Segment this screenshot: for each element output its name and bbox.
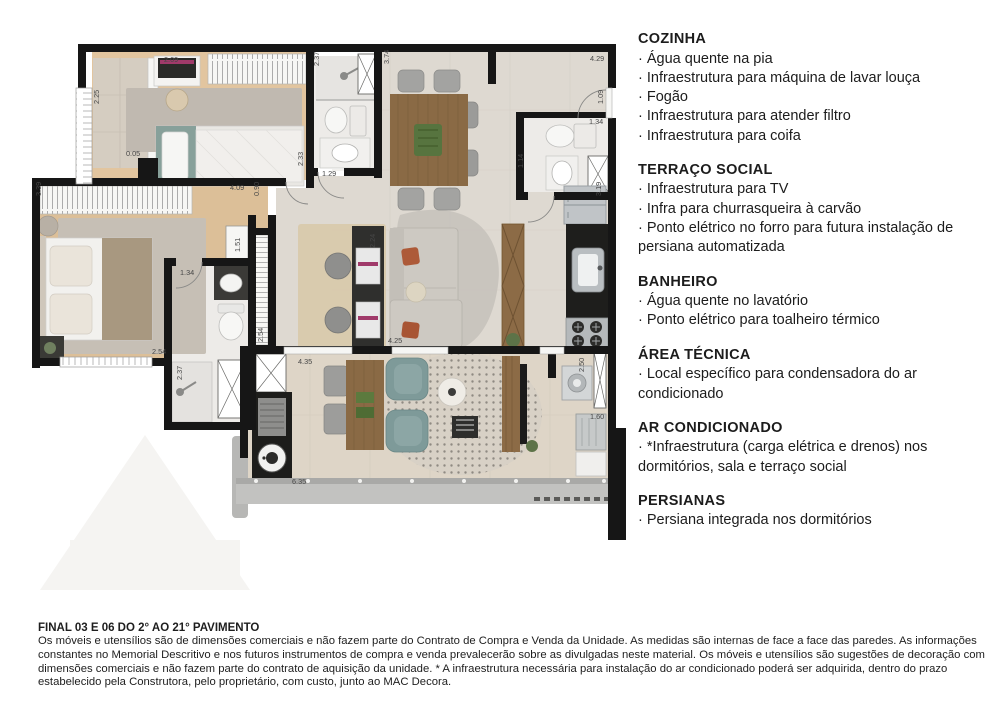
measurement-label: 3.74 [382, 49, 391, 64]
entry-door-leaf [606, 88, 612, 118]
feature-item: · Infraestrutura para TV [638, 181, 789, 198]
features-panel [638, 30, 994, 546]
centerpiece-plant [414, 124, 442, 156]
section-title: COZINHA [638, 31, 707, 47]
measurement-label: 2.33 [296, 151, 305, 166]
measurement-label: 4.25 [388, 336, 403, 345]
feature-section-ar-condicionado [638, 419, 994, 477]
disclaimer-text: Os móveis e utensílios são de dimensões comerciais e não fazem parte do Contrato de Compra e Venda da Unidade. As medidas são internas de face a face das paredes. As informações constantes no Memorial Descritivo e nos futuros instrumentos de compra e venda prevalecerão sobre as divulgadas neste material. Os móveis e utensílios são sugestões de decoração com dimensões comerciais e não fazem parte do contrato de aquisição da unidade. * A infraestrutura necessária para instalação do ar condicionado poderá ser adquirida, dentro do prazo estabelecido pela Construtora, pelo proprietário, com custo, junto ao MAC Decora. [38, 635, 985, 689]
measurement-label: 2.24 [368, 233, 377, 248]
chair [324, 404, 348, 434]
wardrobe [40, 186, 192, 214]
cream-pillow [406, 282, 426, 302]
feature-item: · Infra para churrasqueira à carvão [638, 200, 862, 217]
measurement-label: 4.35 [298, 357, 313, 366]
sink [332, 144, 358, 162]
terrace-sliding-door [284, 347, 352, 354]
chair [434, 188, 460, 210]
measurement-label: 3.19 [594, 181, 603, 196]
section-title: PERSIANAS [638, 492, 726, 509]
chair [324, 366, 348, 396]
master-window [60, 357, 152, 367]
measurement-label: 3.39 [34, 181, 43, 196]
feature-item: · Ponto elétrico no forro para futura instalação de persiana automatizada [638, 220, 954, 256]
plant [506, 333, 520, 347]
measurement-label: 0.90 [252, 181, 261, 196]
wardrobe [208, 54, 306, 84]
measurement-label: 2.09 [164, 55, 179, 64]
feature-item: · Infraestrutura para coifa [638, 127, 801, 144]
measurement-label: 2.37 [312, 51, 321, 66]
service-door [540, 347, 564, 354]
tv [520, 364, 527, 444]
pillow [162, 132, 188, 180]
measurement-label: 2.54 [256, 327, 265, 342]
terrace-sliding-door [392, 347, 448, 354]
plan-title: FINAL 03 E 06 DO 2° AO 21° PAVIMENTO [38, 622, 260, 634]
office-chair [325, 253, 351, 279]
office-chair [325, 307, 351, 333]
sink [220, 274, 242, 292]
blanket [102, 238, 152, 340]
feature-item: · Ponto elétrico para toalheiro térmico [638, 312, 880, 329]
measurement-label: 4.09 [230, 183, 245, 192]
chair [398, 188, 424, 210]
feature-item: · Água quente na pia [638, 50, 773, 67]
cabinet [576, 452, 606, 476]
feature-section-area-tecnica [638, 346, 994, 404]
toilet [325, 107, 347, 133]
measurement-label: 1.51 [233, 237, 242, 252]
tv-console [502, 356, 520, 452]
measurement-label: 2.50 [577, 357, 586, 372]
feature-item: · Persiana integrada nos dormitórios [638, 512, 872, 529]
chair [398, 70, 424, 92]
feature-item: · *Infraestrutura (carga elétrica e drenos) nos dormitórios, sala e terraço social [638, 439, 928, 475]
footer [38, 621, 986, 690]
measurement-label: 6.35 [292, 477, 307, 486]
measurement-label: 1.34 [180, 268, 195, 277]
measurement-label: 1.60 [590, 412, 605, 421]
measurement-label: 2.25 [92, 89, 101, 104]
section-title: ÁREA TÉCNICA [638, 346, 751, 363]
sink [552, 161, 572, 185]
orange-pillow [401, 247, 420, 266]
measurement-label: 0.05 [126, 149, 141, 158]
measurement-label: 1.29 [322, 169, 337, 178]
measurement-label: 1.14 [516, 153, 525, 168]
feature-section-cozinha [638, 30, 994, 146]
book [452, 416, 478, 438]
feature-section-banheiro [638, 273, 994, 331]
section-title: AR CONDICIONADO [638, 419, 783, 436]
measurement-label: 2.54 [152, 347, 167, 356]
measurement-label: 2.37 [175, 365, 184, 380]
plant [44, 342, 56, 354]
pillow [50, 246, 92, 286]
kitchen [564, 186, 610, 350]
table-decor [356, 407, 374, 418]
feature-item: · Fogão [638, 89, 688, 106]
terrace-table [346, 360, 384, 450]
feature-item: · Água quente no lavatório [638, 293, 809, 310]
section-title: BANHEIRO [638, 273, 718, 290]
feature-section-persianas [638, 492, 994, 531]
feature-section-terraco [638, 161, 994, 258]
pouf [38, 216, 58, 236]
feature-item: · Infraestrutura para máquina de lavar louça [638, 69, 921, 86]
desk-chair [166, 89, 188, 111]
measurement-label: 1.34 [589, 117, 604, 126]
orange-pillow [401, 321, 420, 339]
chair [434, 70, 460, 92]
measurement-label: 1.09 [596, 89, 605, 104]
toilet [219, 312, 243, 340]
section-title: TERRAÇO SOCIAL [638, 161, 773, 178]
feature-item: · Local específico para condensadora do ar condicionado [638, 366, 917, 402]
feature-item: · Infraestrutura para atender filtro [638, 108, 851, 125]
bedroom2-window [76, 88, 92, 184]
measurement-label: 4.29 [590, 54, 605, 63]
table-decor [356, 392, 374, 403]
toilet [546, 125, 574, 147]
pillow [50, 294, 92, 334]
shelf-unit [502, 224, 524, 348]
plant [526, 440, 538, 452]
stove [566, 318, 608, 350]
